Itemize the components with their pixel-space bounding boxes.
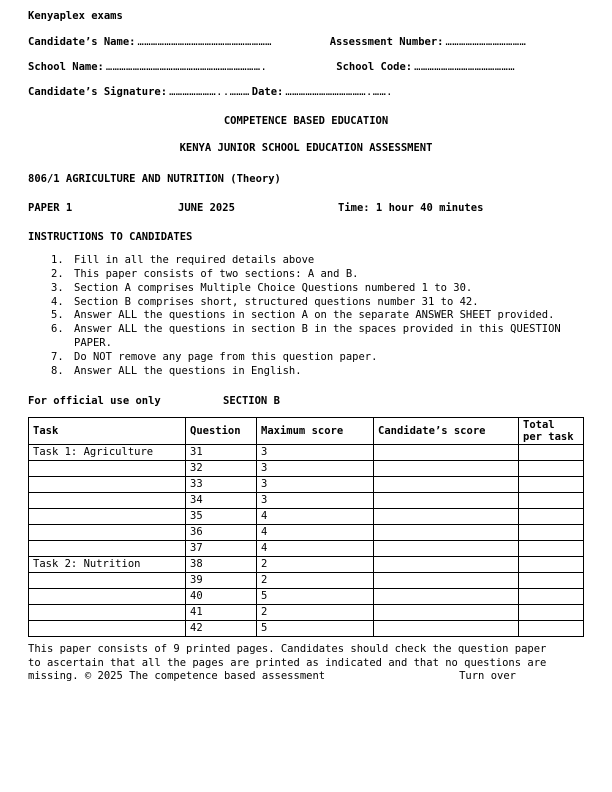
- cell-task: [29, 620, 186, 636]
- cell-question: 33: [186, 476, 257, 492]
- cell-task: [29, 476, 186, 492]
- cell-task: Task 2: Nutrition: [29, 556, 186, 572]
- table-header-row: [29, 417, 584, 444]
- cell-total-per-task[interactable]: [519, 620, 584, 636]
- candidate-name-row: [28, 36, 584, 48]
- official-use-row: [28, 395, 584, 407]
- assessment-body-title: KENYA JUNIOR SCHOOL EDUCATION ASSESSMENT: [179, 142, 433, 154]
- cell-task: [29, 524, 186, 540]
- cell-max-score: 4: [257, 508, 374, 524]
- cell-question: 39: [186, 572, 257, 588]
- instructions-list: [28, 254, 584, 379]
- footer-note: [28, 643, 584, 684]
- column-header-question: Question: [186, 417, 257, 444]
- school-name-blank[interactable]: …………………………………………………………….: [105, 61, 268, 73]
- candidate-signature-label: Candidate’s Signature:: [28, 86, 168, 98]
- list-item: 1. Fill in all the required details above: [70, 254, 584, 268]
- cell-question: 35: [186, 508, 257, 524]
- organization-title: Kenyaplex exams: [28, 10, 123, 22]
- paper-number: PAPER 1: [28, 202, 73, 214]
- cell-question: 36: [186, 524, 257, 540]
- turn-over-label: Turn over: [459, 670, 516, 683]
- cell-candidate-score[interactable]: [374, 508, 519, 524]
- school-name-row: [28, 61, 584, 73]
- cell-total-per-task[interactable]: [519, 444, 584, 460]
- cell-question: 34: [186, 492, 257, 508]
- cell-candidate-score[interactable]: [374, 460, 519, 476]
- cell-candidate-score[interactable]: [374, 556, 519, 572]
- cell-total-per-task[interactable]: [519, 460, 584, 476]
- cell-question: 42: [186, 620, 257, 636]
- list-item: 4. Section B comprises short, structured questions number 31 to 42.: [70, 296, 584, 310]
- cell-max-score: 3: [257, 444, 374, 460]
- cell-task: [29, 492, 186, 508]
- table-row: [29, 508, 584, 524]
- cell-total-per-task[interactable]: [519, 492, 584, 508]
- marks-table: [28, 417, 584, 637]
- cell-total-per-task[interactable]: [519, 476, 584, 492]
- table-row: [29, 444, 584, 460]
- instructions-block: [28, 231, 584, 379]
- cell-candidate-score[interactable]: [374, 588, 519, 604]
- cell-max-score: 5: [257, 620, 374, 636]
- cell-task: Task 1: Agriculture: [29, 444, 186, 460]
- cell-candidate-score[interactable]: [374, 444, 519, 460]
- cell-candidate-score[interactable]: [374, 620, 519, 636]
- footer-line-1: This paper consists of 9 printed pages. Candidates should check the question paper: [28, 642, 547, 655]
- cell-task: [29, 604, 186, 620]
- table-row: [29, 540, 584, 556]
- column-header-maximum-score: Maximum score: [257, 417, 374, 444]
- school-code-blank[interactable]: ………………………………………: [414, 61, 515, 73]
- list-item: 3. Section A comprises Multiple Choice Questions numbered 1 to 30.: [70, 282, 584, 296]
- cell-question: 32: [186, 460, 257, 476]
- school-code-label: School Code:: [336, 61, 413, 73]
- cell-max-score: 5: [257, 588, 374, 604]
- column-header-total-per-task: Total per task: [519, 417, 584, 444]
- official-use-label: For official use only: [28, 394, 161, 407]
- cell-total-per-task[interactable]: [519, 588, 584, 604]
- cell-max-score: 2: [257, 556, 374, 572]
- table-row: [29, 588, 584, 604]
- table-row: [29, 620, 584, 636]
- cell-max-score: 3: [257, 460, 374, 476]
- cell-candidate-score[interactable]: [374, 524, 519, 540]
- cell-candidate-score[interactable]: [374, 572, 519, 588]
- list-item: 2. This paper consists of two sections: A and B.: [70, 268, 584, 282]
- list-item: 5. Answer ALL the questions in section A on the separate ANSWER SHEET provided.: [70, 309, 584, 323]
- footer-line-2: to ascertain that all the pages are printed as indicated and that no questions are: [28, 656, 547, 669]
- cell-total-per-task[interactable]: [519, 524, 584, 540]
- table-row: [29, 572, 584, 588]
- cell-max-score: 4: [257, 540, 374, 556]
- cell-task: [29, 460, 186, 476]
- cell-question: 40: [186, 588, 257, 604]
- footer-line-3-row: [28, 670, 584, 684]
- cell-candidate-score[interactable]: [374, 492, 519, 508]
- list-item: 7. Do NOT remove any page from this question paper.: [70, 351, 584, 365]
- paper-meta-row: [28, 202, 584, 214]
- cell-task: [29, 540, 186, 556]
- cell-candidate-score[interactable]: [374, 476, 519, 492]
- table-row: [29, 604, 584, 620]
- candidate-signature-blank[interactable]: …………………..………: [169, 86, 250, 98]
- school-name-label: School Name:: [28, 61, 104, 73]
- cell-total-per-task[interactable]: [519, 540, 584, 556]
- cell-max-score: 4: [257, 524, 374, 540]
- cell-max-score: 2: [257, 572, 374, 588]
- cell-max-score: 2: [257, 604, 374, 620]
- cell-max-score: 3: [257, 476, 374, 492]
- cell-total-per-task[interactable]: [519, 572, 584, 588]
- assessment-number-label: Assessment Number:: [329, 36, 444, 48]
- candidate-name-label: Candidate’s Name:: [28, 36, 136, 48]
- assessment-number-blank[interactable]: ………………………………: [445, 36, 527, 48]
- footer-copyright: missing. © 2025 The competence based assessment: [28, 670, 326, 683]
- cell-question: 38: [186, 556, 257, 572]
- cell-task: [29, 572, 186, 588]
- section-b-label: SECTION B: [223, 394, 280, 407]
- exam-session-date: JUNE 2025: [178, 202, 235, 214]
- cell-total-per-task[interactable]: [519, 556, 584, 572]
- cell-task: [29, 588, 186, 604]
- list-item: 6. Answer ALL the questions in section B in the spaces provided in this QUESTION PAPER.: [70, 323, 584, 351]
- cell-total-per-task[interactable]: [519, 604, 584, 620]
- table-row: [29, 476, 584, 492]
- column-header-task: Task: [29, 417, 186, 444]
- table-row: [29, 556, 584, 572]
- cell-question: 37: [186, 540, 257, 556]
- column-header-candidate-score: Candidate’s score: [374, 417, 519, 444]
- education-system-title: COMPETENCE BASED EDUCATION: [223, 115, 389, 127]
- date-label: Date:: [251, 86, 284, 98]
- table-row: [29, 492, 584, 508]
- candidate-name-blank[interactable]: ……………………………………………………: [137, 36, 272, 48]
- date-blank[interactable]: ……………………………….…….: [285, 86, 393, 98]
- cell-max-score: 3: [257, 492, 374, 508]
- table-row: [29, 524, 584, 540]
- exam-duration: Time: 1 hour 40 minutes: [338, 202, 484, 214]
- subject-code-title: 806/1 AGRICULTURE AND NUTRITION (Theory): [28, 173, 281, 185]
- cell-question: 41: [186, 604, 257, 620]
- instructions-title: INSTRUCTIONS TO CANDIDATES: [28, 231, 193, 243]
- cell-total-per-task[interactable]: [519, 508, 584, 524]
- cell-candidate-score[interactable]: [374, 540, 519, 556]
- list-item: 8. Answer ALL the questions in English.: [70, 365, 584, 379]
- table-row: [29, 460, 584, 476]
- cell-candidate-score[interactable]: [374, 604, 519, 620]
- signature-row: [28, 86, 584, 98]
- cell-question: 31: [186, 444, 257, 460]
- cell-task: [29, 508, 186, 524]
